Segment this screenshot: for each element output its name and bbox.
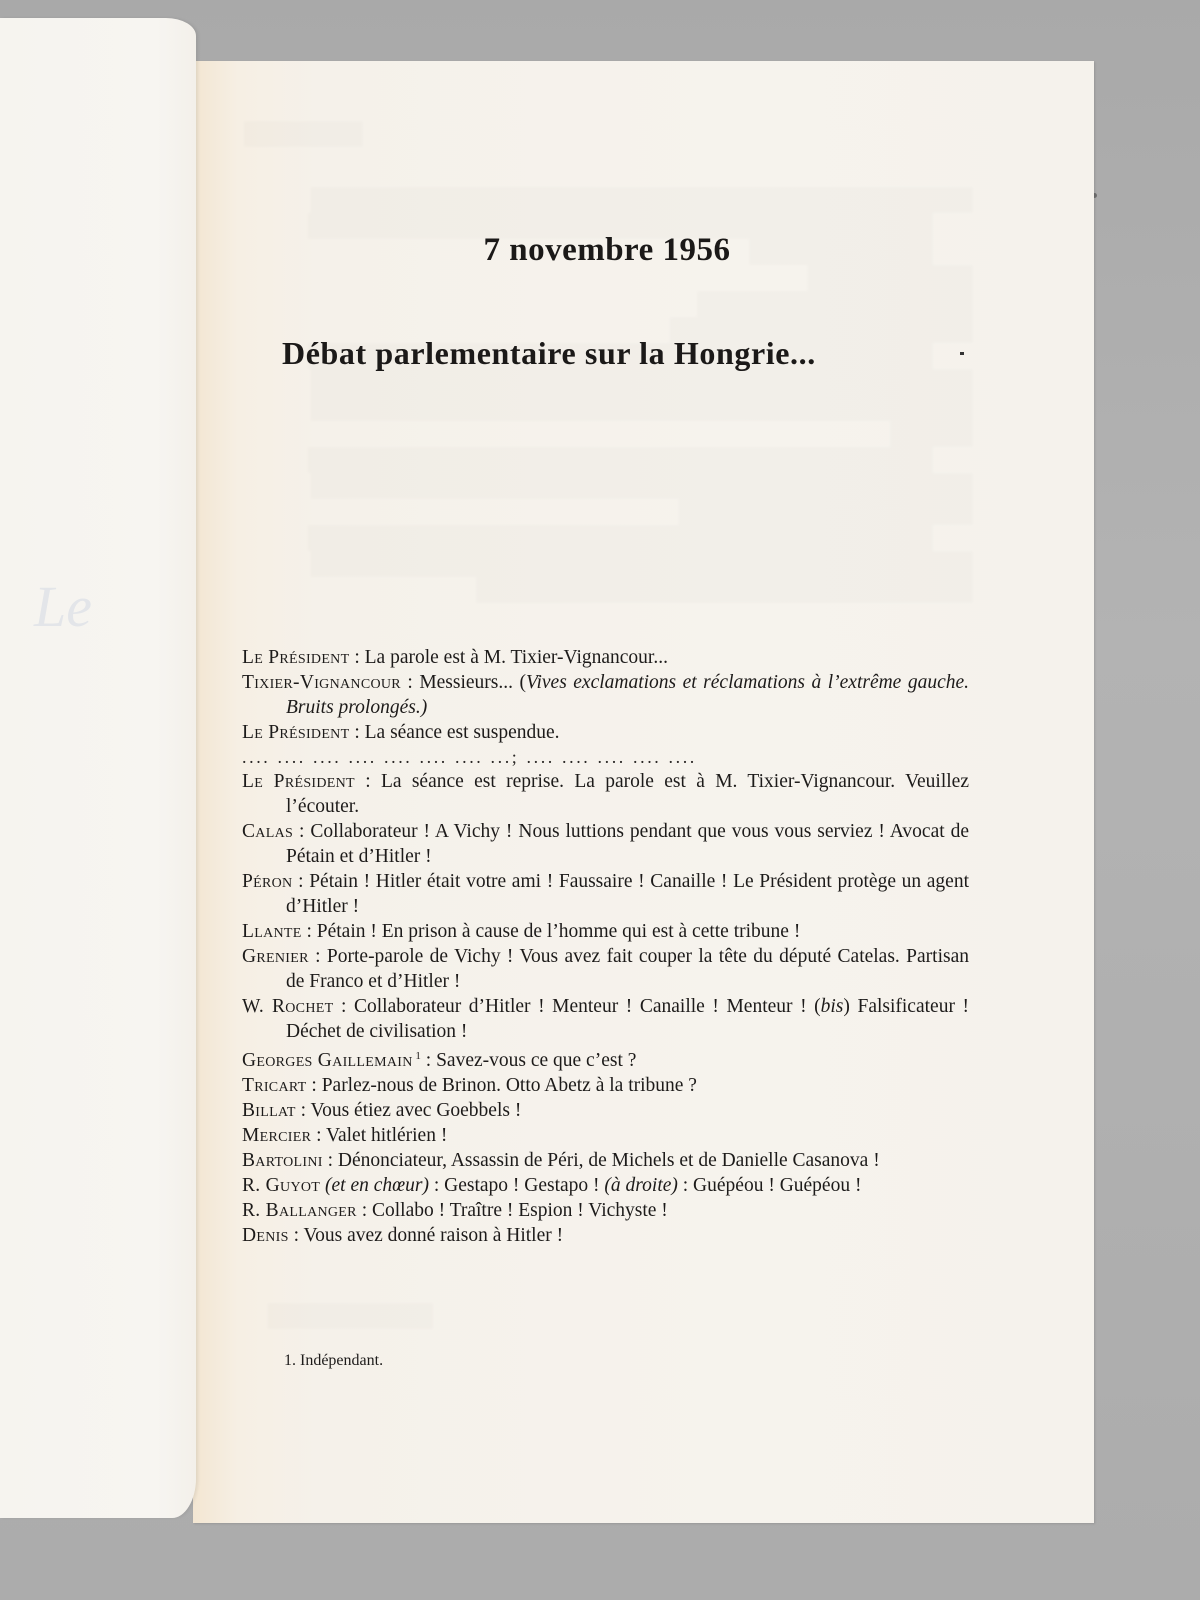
transcript-entry bbox=[242, 720, 969, 745]
stage-direction: (et en chœur) bbox=[325, 1175, 429, 1196]
utterance-text: Pétain ! Hitler était votre ami ! Faussaire ! Canaille ! Le Président protège un agent d’Hitler ! bbox=[286, 871, 970, 917]
ellipsis-break: .... .... .... .... .... .... .... ...; .... .... .... .... .... bbox=[242, 747, 697, 767]
utterance-text: La séance est suspendue. bbox=[364, 722, 560, 743]
utterance-text: Pétain ! En prison à cause de l’homme qui est à cette tribune ! bbox=[316, 921, 801, 942]
speaker-name: Bartolini bbox=[242, 1150, 323, 1171]
speaker-name: W. Rochet bbox=[242, 996, 334, 1017]
speaker-name: Georges Gaillemain bbox=[242, 1050, 413, 1071]
transcript-entry bbox=[242, 919, 969, 944]
speaker-separator: : bbox=[301, 921, 317, 942]
utterance-text: : Guépéou ! Guépéou ! bbox=[677, 1175, 862, 1196]
speaker-separator: : bbox=[292, 871, 310, 892]
speaker-separator: : bbox=[349, 722, 365, 743]
stage-direction: (à droite) bbox=[604, 1175, 678, 1196]
speaker-separator: : bbox=[333, 996, 354, 1017]
speaker-name: Péron bbox=[242, 871, 293, 892]
transcript-entry bbox=[242, 994, 969, 1044]
utterance-text: La parole est à M. Tixier-Vignancour... bbox=[364, 647, 668, 668]
speaker-name: Denis bbox=[242, 1225, 289, 1246]
speaker-separator: : bbox=[400, 672, 420, 693]
speaker-name: Calas bbox=[242, 821, 294, 842]
speaker-name: R. Ballanger bbox=[242, 1200, 357, 1221]
transcript-entry bbox=[242, 670, 969, 720]
date-heading: 7 novembre 1956 bbox=[483, 232, 731, 268]
transcript-entry bbox=[242, 1173, 969, 1198]
transcript-entry bbox=[242, 1123, 969, 1148]
speaker-separator: : bbox=[354, 771, 381, 792]
speaker-name: Llante bbox=[242, 921, 302, 942]
utterance-text: Savez-vous ce que c’est ? bbox=[436, 1050, 637, 1071]
utterance-text: Collaborateur d’Hitler ! Menteur ! Canaille ! Menteur ! ( bbox=[354, 996, 821, 1017]
transcript bbox=[242, 645, 969, 1248]
utterance-text: La séance est reprise. La parole est à M. Tixier-Vignancour. Veuillez l’écouter. bbox=[286, 771, 969, 817]
transcript-entry bbox=[242, 869, 969, 919]
speaker-name: Mercier bbox=[242, 1125, 312, 1146]
ink-mark bbox=[960, 352, 964, 355]
utterance-text: Vous étiez avec Goebbels ! bbox=[310, 1100, 522, 1121]
speaker-separator: : bbox=[322, 1150, 338, 1171]
transcript-entry bbox=[242, 1073, 969, 1098]
speaker-separator: : bbox=[349, 647, 365, 668]
transcript-entry bbox=[242, 769, 969, 819]
utterance-text: ) Falsificateur ! Déchet de civilisation ! bbox=[286, 996, 969, 1042]
speaker-name: Tixier-Vignancour bbox=[242, 672, 401, 693]
utterance-text: Porte-parole de Vichy ! Vous avez fait couper la tête du député Catelas. Partisan de Franco et d’Hitler ! bbox=[286, 946, 969, 992]
stage-direction: Vives exclamations et réclamations à l’extrême gauche. Bruits prolongés.) bbox=[286, 672, 970, 718]
utterance-text: Collaborateur ! A Vichy ! Nous luttions pendant que vous vous serviez ! Avocat de Pétain et d’Hitler ! bbox=[286, 821, 969, 867]
speaker-name: Le Président bbox=[242, 722, 350, 743]
utterance-text: Collabo ! Traître ! Espion ! Vichyste ! bbox=[371, 1200, 668, 1221]
speaker-name: Grenier bbox=[242, 946, 309, 967]
speaker-name: Le Président bbox=[242, 771, 355, 792]
speaker-separator: : bbox=[311, 1125, 327, 1146]
left-page bbox=[0, 18, 196, 1518]
footnote-ref: 1 bbox=[412, 1050, 421, 1062]
utterance-text: Parlez-nous de Brinon. Otto Abetz à la tribune ? bbox=[321, 1075, 697, 1096]
section-heading: Débat parlementaire sur la Hongrie... bbox=[282, 335, 816, 371]
transcript-entry bbox=[242, 1223, 969, 1248]
speaker-separator: : bbox=[306, 1075, 322, 1096]
transcript-entry bbox=[242, 645, 969, 670]
speaker-separator: : bbox=[293, 821, 311, 842]
utterance-text: Valet hitlérien ! bbox=[326, 1125, 448, 1146]
utterance-text: Vous avez donné raison à Hitler ! bbox=[303, 1225, 564, 1246]
speaker-name: Tricart bbox=[242, 1075, 307, 1096]
transcript-entry bbox=[242, 1098, 969, 1123]
speaker-name: Billat bbox=[242, 1100, 296, 1121]
speaker-separator: : bbox=[356, 1200, 372, 1221]
show-through-text: Le bbox=[34, 574, 92, 639]
speaker-separator: : bbox=[295, 1100, 311, 1121]
transcript-entry bbox=[242, 944, 969, 994]
transcript-entry bbox=[242, 1198, 969, 1223]
transcript-entry bbox=[242, 819, 969, 869]
transcript-entry bbox=[242, 1044, 969, 1073]
utterance-text: Dénonciateur, Assassin de Péri, de Michels et de Danielle Casanova ! bbox=[337, 1150, 880, 1171]
transcript-entry bbox=[242, 1148, 969, 1173]
utterance-text: Messieurs... ( bbox=[419, 672, 526, 693]
speaker-separator: : bbox=[420, 1050, 437, 1071]
utterance-text: : Gestapo ! Gestapo ! bbox=[428, 1175, 605, 1196]
speaker-separator: : bbox=[308, 946, 327, 967]
speaker-name: Le Président bbox=[242, 647, 350, 668]
stage-direction: bis bbox=[820, 996, 844, 1017]
speaker-separator: : bbox=[288, 1225, 304, 1246]
footnote: 1. Indépendant. bbox=[284, 1352, 384, 1369]
speaker-name: R. Guyot bbox=[242, 1175, 321, 1196]
